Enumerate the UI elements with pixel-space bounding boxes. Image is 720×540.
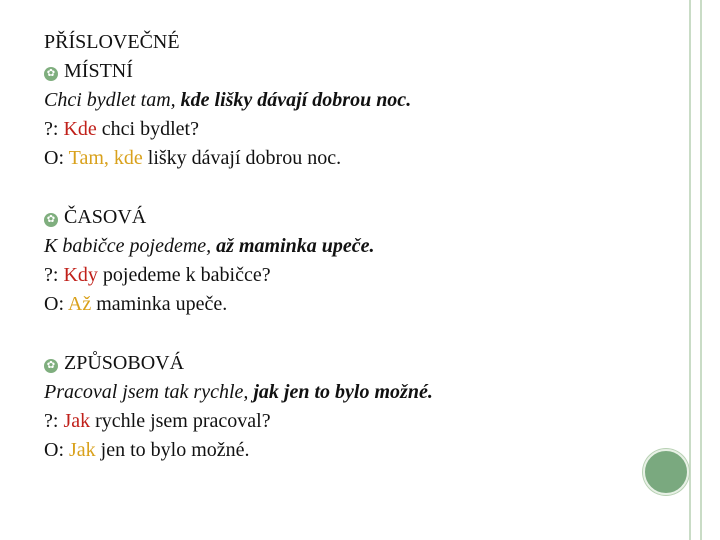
question-line <box>44 261 664 290</box>
decorative-vertical-line <box>700 0 702 540</box>
flower-bullet-icon: ✿ <box>44 67 58 81</box>
question-rest: rychle jsem pracoval? <box>90 410 271 432</box>
answer-line <box>44 436 664 465</box>
section-heading-label: MÍSTNÍ <box>64 60 133 82</box>
question-prefix: ?: <box>44 118 64 140</box>
example-clause: až maminka upeče. <box>216 235 375 257</box>
question-word: Kde <box>63 118 97 140</box>
decorative-vertical-line <box>689 0 691 540</box>
section-heading-label: ČASOVÁ <box>64 206 147 228</box>
answer-word: Tam, kde <box>68 147 143 169</box>
question-prefix: ?: <box>44 264 64 286</box>
answer-prefix: O: <box>44 293 68 315</box>
answer-line <box>44 290 664 319</box>
answer-rest: lišky dávají dobrou noc. <box>142 147 342 169</box>
answer-prefix: O: <box>44 439 69 461</box>
section-heading <box>44 349 664 378</box>
example-sentence <box>44 378 664 407</box>
answer-prefix: O: <box>44 147 69 169</box>
answer-rest: jen to bylo možné. <box>95 439 250 461</box>
answer-word: Jak <box>69 439 96 461</box>
flower-bullet-icon: ✿ <box>44 213 58 227</box>
example-plain-text: K babičce pojedeme, <box>44 235 217 257</box>
answer-word: Až <box>67 293 92 315</box>
question-line <box>44 115 664 144</box>
example-clause: jak jen to bylo možné. <box>253 381 433 403</box>
flower-bullet-icon: ✿ <box>44 359 58 373</box>
slide-title: PŘÍSLOVEČNÉ <box>44 31 180 53</box>
example-clause: kde lišky dávají dobrou noc. <box>180 89 412 111</box>
example-sentence <box>44 86 664 115</box>
section-heading-label: ZPŮSOBOVÁ <box>64 352 185 374</box>
slide-content <box>44 28 664 465</box>
question-prefix: ?: <box>44 410 64 432</box>
section-heading <box>44 203 664 232</box>
answer-line <box>44 144 664 173</box>
example-plain-text: Pracoval jsem tak rychle, <box>44 381 254 403</box>
question-word: Kdy <box>63 264 98 286</box>
example-sentence <box>44 232 664 261</box>
question-rest: chci bydlet? <box>96 118 199 140</box>
section-heading <box>44 57 664 86</box>
example-plain-text: Chci bydlet tam, <box>44 89 181 111</box>
question-word: Jak <box>63 410 91 432</box>
question-rest: pojedeme k babičce? <box>97 264 271 286</box>
answer-rest: maminka upeče. <box>91 293 228 315</box>
question-line <box>44 407 664 436</box>
